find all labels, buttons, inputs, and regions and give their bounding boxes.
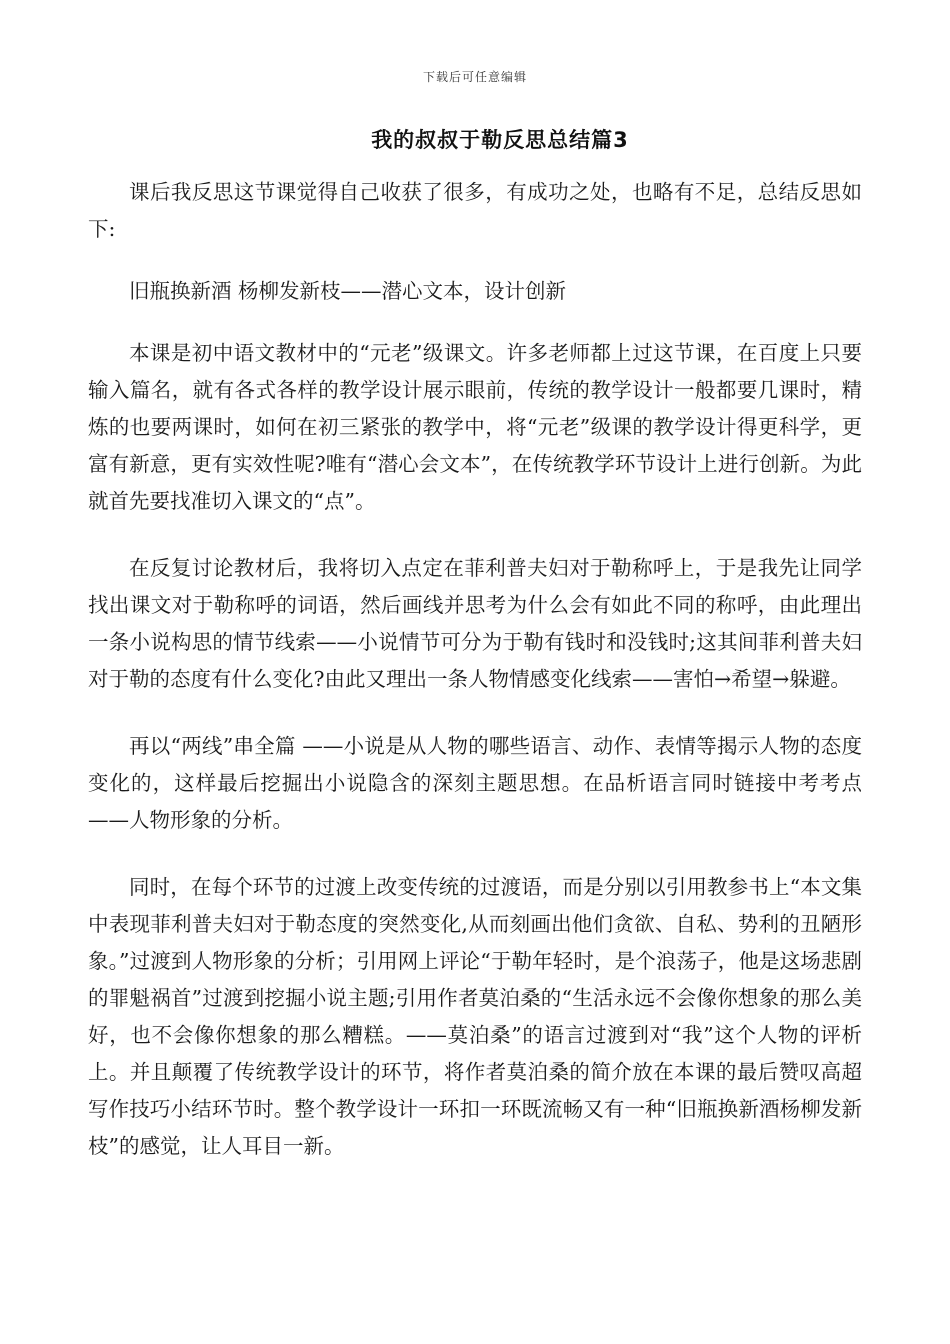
paragraph-discussion: 在反复讨论教材后，我将切入点定在菲利普夫妇对于勒称呼上，于是我先让同学找出课文对于勒称呼的词语，然后画线并思考为什么会有如此不同的称呼，由此理出一条小说构思的情节线索——小说情节可分为于勒有钱时和没钱时;这其间菲利普夫妇对于勒的态度有什么变化?由此又理出一条人物情感变化线索——害怕→希望→躲避。 bbox=[88, 556, 862, 691]
paragraph-transitions: 同时，在每个环节的过渡上改变传统的过渡语，而是分别以引用教参书上“本文集中表现菲利普夫妇对于勒态度的突然变化,从而刻画出他们贪欲、自私、势利的丑陋形象。”过渡到人物形象的分析；引用网上评论“于勒年轻时，是个浪荡子，他是这场悲剧的罪魁祸首”过渡到挖掘小说主题;引用作者莫泊桑的“生活永远不会像你想象的那么美好，也不会像你想象的那么糟糕。——莫泊桑”的语言过渡到对“我”这个人物的评析上。并且颠覆了传统教学设计的环节，将作者莫泊桑的简介放在本课的最后赞叹高超写作技巧小结环节时。整个教学设计一环扣一环既流畅又有一种“旧瓶换新酒杨柳发新枝”的感觉，让人耳目一新。 bbox=[88, 875, 862, 1158]
paragraph-intro: 课后我反思这节课觉得自己收获了很多，有成功之处，也略有不足，总结反思如下: bbox=[88, 180, 862, 241]
paragraph-entry-point: 本课是初中语文教材中的“元老”级课文。许多老师都上过这节课，在百度上只要输入篇名，就有各式各样的教学设计展示眼前，传统的教学设计一般都要几课时，精炼的也要两课时，如何在初三紧张的教学中，将“元老”级课的教学设计得更科学，更富有新意，更有实效性呢?唯有“潜心会文本”，在传统教学环节设计上进行创新。为此就首先要找准切入课文的“点”。 bbox=[88, 341, 862, 513]
paragraph-subheading: 旧瓶换新酒 杨柳发新枝——潜心文本，设计创新 bbox=[129, 279, 567, 303]
document-body bbox=[88, 174, 862, 1195]
header-note: 下载后可任意编辑 bbox=[422, 70, 527, 84]
paragraph-two-lines: 再以“两线”串全篇 ——小说是从人物的哪些语言、动作、表情等揭示人物的态度变化的，这样最后挖掘出小说隐含的深刻主题思想。在品析语言同时链接中考考点——人物形象的分析。 bbox=[88, 734, 862, 832]
page-title: 我的叔叔于勒反思总结篇3 bbox=[371, 128, 629, 152]
